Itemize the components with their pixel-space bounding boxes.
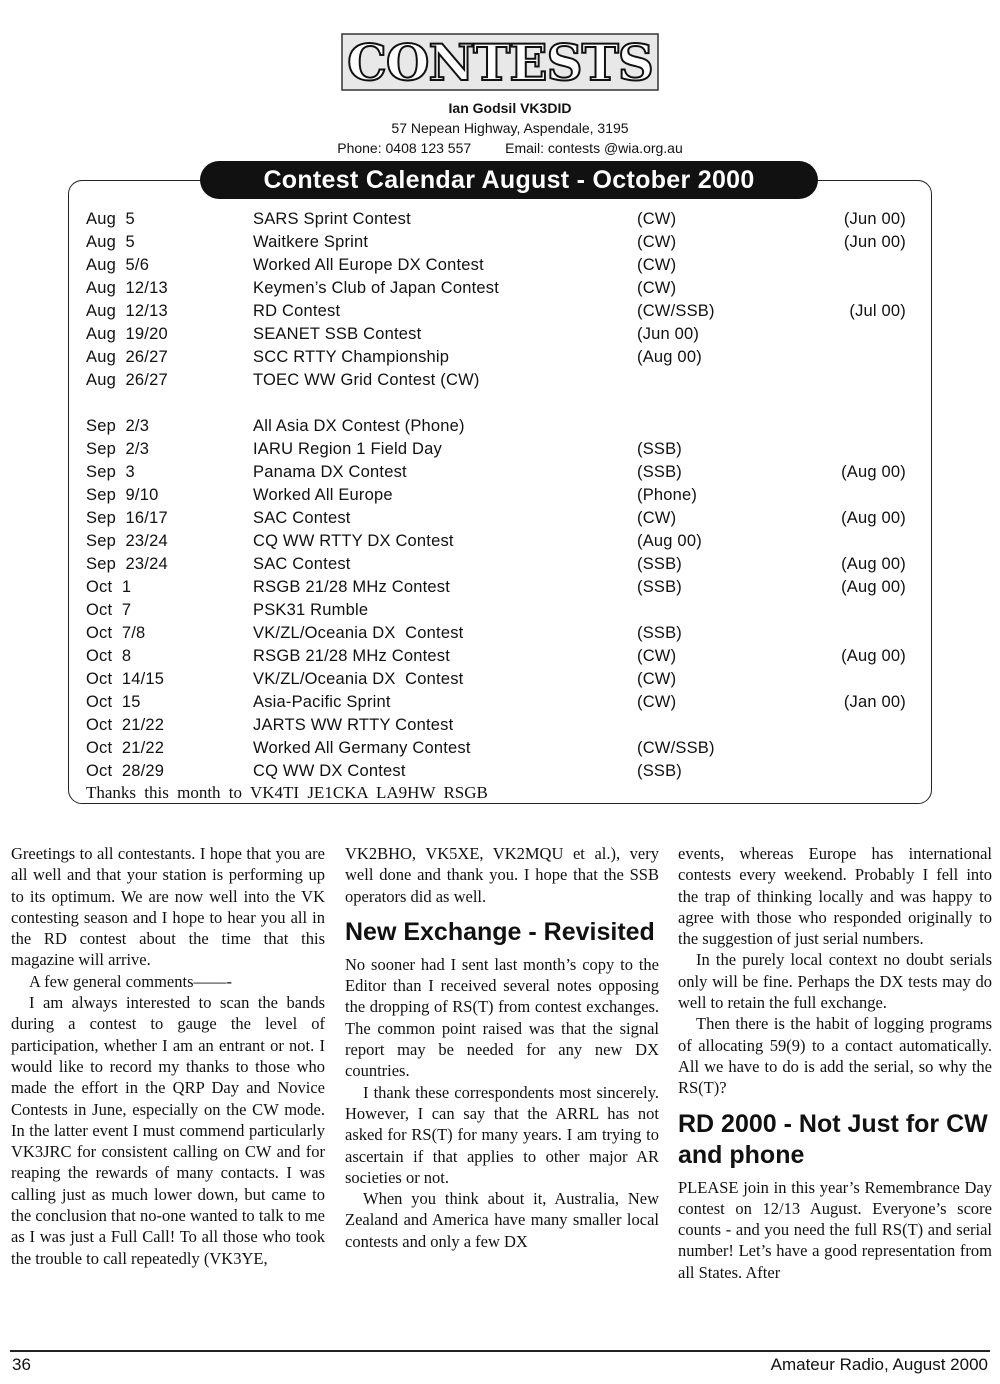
column-2-intro: VK2BHO, VK5XE, VK2MQU et al.), very well done and thank you. I hope that the SSB operators did as well.	[345, 844, 659, 906]
calendar-mode	[637, 714, 827, 737]
calendar-date: Aug 12/13	[86, 279, 168, 297]
calendar-reference	[827, 346, 916, 369]
calendar-mode: (CW)	[637, 693, 677, 711]
calendar-row	[86, 507, 916, 530]
calendar-reference	[827, 277, 916, 300]
calendar-date: Aug 5	[86, 210, 135, 228]
calendar-mode: (SSB)	[637, 762, 683, 780]
calendar-date: Sep 9/10	[86, 486, 159, 504]
calendar-mode: (SSB)	[637, 440, 683, 458]
calendar-row	[86, 231, 916, 254]
editor-contact	[300, 98, 720, 158]
calendar-reference	[827, 484, 916, 507]
calendar-contest-name: SAC Contest	[253, 509, 351, 527]
calendar-mode: (SSB)	[637, 624, 683, 642]
calendar-date: Oct 28/29	[86, 762, 165, 780]
calendar-reference	[827, 415, 916, 438]
calendar-reference: (Aug 00)	[841, 463, 906, 481]
calendar-reference	[827, 599, 916, 622]
calendar-mode	[637, 369, 827, 392]
calendar-contest-name: RSGB 21/28 MHz Contest	[253, 578, 450, 596]
calendar-date: Sep 2/3	[86, 440, 150, 458]
calendar-date: Sep 23/24	[86, 532, 168, 550]
calendar-mode: (CW)	[637, 233, 677, 251]
contests-logo	[340, 30, 660, 94]
calendar-contest-name: VK/ZL/Oceania DX Contest	[253, 670, 464, 688]
calendar-contest-name: Panama DX Contest	[253, 463, 407, 481]
calendar-contest-name: SEANET SSB Contest	[253, 325, 422, 343]
calendar-contest-name: SAC Contest	[253, 555, 351, 573]
calendar-reference	[827, 323, 916, 346]
calendar-row	[86, 277, 916, 300]
calendar-contest-name: RSGB 21/28 MHz Contest	[253, 647, 450, 665]
calendar-reference: (Jun 00)	[843, 210, 906, 228]
calendar-reference: (Aug 00)	[841, 647, 906, 665]
calendar-reference	[827, 254, 916, 277]
calendar-mode: (SSB)	[637, 555, 683, 573]
calendar-date: Oct 21/22	[86, 716, 165, 734]
calendar-reference	[827, 438, 916, 461]
calendar-row	[86, 530, 916, 553]
calendar-reference	[827, 668, 916, 691]
calendar-reference	[827, 392, 916, 415]
calendar-mode: (Aug 00)	[637, 348, 702, 366]
footer-rule	[10, 1350, 990, 1352]
calendar-date: Oct 8	[86, 647, 132, 665]
calendar-reference: (Aug 00)	[841, 555, 906, 573]
calendar-row	[86, 760, 916, 783]
logo-text: CONTESTS	[347, 33, 653, 92]
calendar-reference: (Jun 00)	[843, 233, 906, 251]
calendar-mode: (CW)	[637, 279, 677, 297]
article-paragraph: When you think about it, Australia, New Zealand and America have many smaller local contests and only a few DX	[345, 1189, 659, 1251]
calendar-mode: (CW)	[637, 670, 677, 688]
editor-address: 57 Nepean Highway, Aspendale, 3195	[391, 120, 629, 136]
calendar-row	[86, 254, 916, 277]
calendar-mode: (Aug 00)	[637, 532, 702, 550]
calendar-contest-name: CQ WW RTTY DX Contest	[253, 532, 454, 550]
calendar-reference: (Jul 00)	[849, 302, 906, 320]
calendar-mode: (CW)	[637, 509, 677, 527]
calendar-row	[86, 714, 916, 737]
calendar-row	[86, 645, 916, 668]
calendar-contest-name: SCC RTTY Championship	[253, 348, 450, 366]
calendar-row	[86, 691, 916, 714]
calendar-contest-name: PSK31 Rumble	[253, 601, 369, 619]
calendar-row	[86, 599, 916, 622]
calendar-contest-name	[253, 392, 637, 415]
calendar-date: Oct 21/22	[86, 739, 165, 757]
editor-email: Email: contests @wia.org.au	[505, 140, 683, 156]
calendar-mode: (CW)	[637, 647, 677, 665]
calendar-mode	[637, 599, 827, 622]
article-column-2	[345, 843, 659, 1252]
calendar-thanks: Thanks this month to VK4TI JE1CKA LA9HW RSGB	[86, 783, 488, 802]
calendar-date: Sep 2/3	[86, 417, 150, 435]
calendar-reference: (Aug 00)	[841, 578, 906, 596]
calendar-date: Aug 19/20	[86, 325, 168, 343]
calendar-date: Aug 26/27	[86, 348, 168, 366]
calendar-date: Sep 3	[86, 463, 135, 481]
calendar-reference	[827, 714, 916, 737]
calendar-reference: (Jan 00)	[843, 693, 906, 711]
calendar-mode	[637, 392, 827, 415]
calendar-reference	[827, 369, 916, 392]
calendar-date: Oct 1	[86, 578, 132, 596]
calendar-contest-name: Worked All Germany Contest	[253, 739, 471, 757]
calendar-date: Aug 26/27	[86, 371, 168, 389]
calendar-row	[86, 415, 916, 438]
article-paragraph: In the purely local context no doubt serials only will be fine. Perhaps the DX tests may do well to retain the full exchange.	[678, 950, 992, 1013]
calendar-contest-name: Worked All Europe	[253, 486, 393, 504]
calendar-row	[86, 392, 916, 415]
article-paragraph: events, whereas Europe has international contests every weekend. Probably I fell into the trap of thinking locally and was happy to agree with those who responded originally to the suggestion of just serial numbers.	[678, 844, 992, 949]
calendar-row	[86, 553, 916, 576]
calendar-mode: (CW/SSB)	[637, 302, 715, 320]
article-paragraph: Greetings to all contestants. I hope that you are all well and that your station is performing up to its optimum. We are now well into the VK contesting season and I hope to hear you all in the RD contest about the time that this magazine will arrive.	[11, 844, 325, 970]
calendar-date: Sep 23/24	[86, 555, 168, 573]
calendar-contest-name: All Asia DX Contest (Phone)	[253, 417, 465, 435]
journal-title: Amateur Radio, August 2000	[770, 1355, 988, 1374]
calendar-date: Sep 16/17	[86, 509, 168, 527]
calendar-row	[86, 438, 916, 461]
calendar-contest-name: JARTS WW RTTY Contest	[253, 716, 454, 734]
calendar-mode: (SSB)	[637, 463, 683, 481]
calendar-date	[86, 392, 253, 415]
calendar-date: Oct 7	[86, 601, 132, 619]
calendar-row	[86, 323, 916, 346]
calendar-mode: (SSB)	[637, 578, 683, 596]
calendar-mode: (CW)	[637, 256, 677, 274]
article-paragraph: Then there is the habit of logging programs of allocating 59(9) to a contact automatically. All we have to do is add the serial, so why the RS(T)?	[678, 1014, 992, 1098]
heading-new-exchange: New Exchange - Revisited	[345, 917, 655, 946]
calendar-row	[86, 737, 916, 760]
calendar-date: Oct 7/8	[86, 624, 146, 642]
calendar-reference	[827, 737, 916, 760]
calendar-date: Aug 5	[86, 233, 135, 251]
calendar-mode: (CW/SSB)	[637, 739, 715, 757]
calendar-date: Oct 15	[86, 693, 141, 711]
calendar-contest-name: VK/ZL/Oceania DX Contest	[253, 624, 464, 642]
article-paragraph: A few general comments——-	[29, 971, 232, 991]
page-number: 36	[12, 1355, 31, 1374]
calendar-contest-name: TOEC WW Grid Contest (CW)	[253, 371, 480, 389]
calendar-contest-name: RD Contest	[253, 302, 341, 320]
column-3-closing: PLEASE join in this year’s Remembrance Day contest on 12/13 August. Everyone’s score counts - and you need the full RS(T) and serial number! Let’s have a good representation from all States. After	[678, 1177, 992, 1282]
calendar-date: Oct 14/15	[86, 670, 165, 688]
calendar-reference	[827, 622, 916, 645]
calendar-row	[86, 461, 916, 484]
calendar-row	[86, 369, 916, 392]
calendar-reference: (Aug 00)	[841, 509, 906, 527]
calendar-row	[86, 346, 916, 369]
calendar-reference	[827, 530, 916, 553]
calendar-contest-name: Worked All Europe DX Contest	[253, 256, 484, 274]
calendar-contest-name: Asia-Pacific Sprint	[253, 693, 391, 711]
calendar-title: Contest Calendar August - October 2000	[200, 161, 818, 199]
article-column-3	[678, 843, 992, 1283]
calendar-row	[86, 208, 916, 231]
calendar-row	[86, 484, 916, 507]
calendar-row	[86, 300, 916, 323]
editor-phone: Phone: 0408 123 557	[337, 140, 472, 156]
calendar-mode: (Jun 00)	[637, 325, 700, 343]
calendar-mode: (CW)	[637, 210, 677, 228]
calendar-contest-name: CQ WW DX Contest	[253, 762, 406, 780]
calendar-reference	[827, 760, 916, 783]
calendar-contest-name: IARU Region 1 Field Day	[253, 440, 442, 458]
calendar-contest-name: Keymen’s Club of Japan Contest	[253, 279, 499, 297]
article-paragraph: I thank these correspondents most sincerely. However, I can say that the ARRL has not asked for RS(T) for many years. I am trying to ascertain if that applies to other major AR societies or not.	[345, 1082, 659, 1187]
calendar-date: Aug 5/6	[86, 256, 150, 274]
calendar-mode: (Phone)	[637, 486, 698, 504]
calendar-row	[86, 576, 916, 599]
calendar-table	[86, 208, 916, 783]
article-column-1	[11, 843, 325, 1269]
editor-name: Ian Godsil VK3DID	[448, 100, 572, 116]
calendar-mode	[637, 415, 827, 438]
calendar-contest-name: Waitkere Sprint	[253, 233, 369, 251]
article-paragraph: No sooner had I sent last month’s copy to the Editor than I received several notes opposing the dropping of RS(T) from contest exchanges. The common point raised was that the signal report may be needed for any new DX countries.	[345, 954, 659, 1081]
calendar-row	[86, 622, 916, 645]
calendar-date: Aug 12/13	[86, 302, 168, 320]
heading-rd-2000: RD 2000 - Not Just for CW and phone	[678, 1109, 988, 1169]
calendar-row	[86, 668, 916, 691]
article-paragraph: I am always interested to scan the bands during a contest to gauge the level of participation, whether I am an entrant or not. I would like to record my thanks to those who made the effort in the QRP Day and Novice Contests in June, especially on the CW mode. In the latter event I must commend particularly VK3JRC for consistent calling on CW and for reaping the rewards of many contacts. I was calling just as much lower down, but came to the conclusion that no-one wanted to talk to me as I was just a Full Call! To all those who took the trouble to call repeatedly (VK3YE,	[11, 993, 325, 1268]
calendar-contest-name: SARS Sprint Contest	[253, 210, 411, 228]
